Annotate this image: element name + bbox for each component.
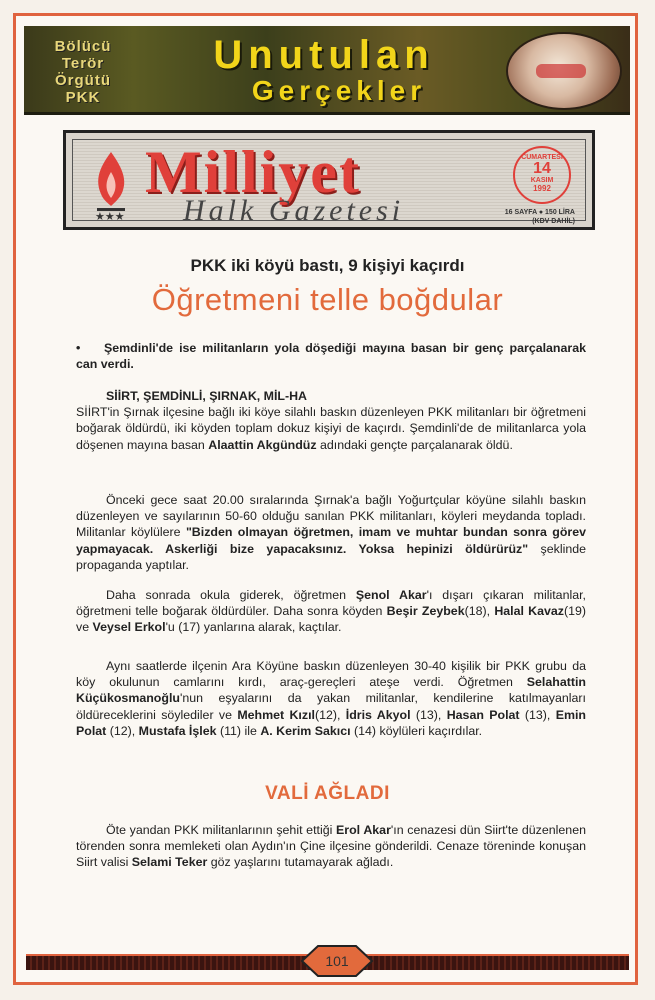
page-number-badge	[300, 944, 374, 978]
banner-side-line: Bölücü	[54, 38, 112, 55]
p2-text: Önceki gece saat 20.00 sıralarında Şırnak'a bağlı Yoğurtçular köyüne silahlı baskın düzenleyen ve sayılarının 50-60 olduğu sanılan PKK militanları, köyleri meydanda topladı. Militanlar köylülere	[76, 493, 586, 540]
paragraph-5	[76, 822, 586, 871]
p4-text: (13),	[410, 707, 447, 722]
banner-side-line: PKK	[65, 89, 101, 106]
price-vat: (KDV DAHİL)	[532, 218, 575, 225]
p3-name: Beşir Zeybek	[386, 604, 465, 619]
paragraph-3	[76, 587, 586, 636]
flame-logo-icon	[91, 150, 131, 214]
price-line: 16 SAYFA ● 150 LİRA	[504, 209, 575, 216]
newspaper-masthead	[63, 130, 595, 230]
p4-text: (11) ile	[216, 723, 261, 738]
masthead-stars: ★★★	[95, 211, 125, 223]
p3-text: (19) ve	[76, 604, 587, 635]
banner-title: Unutulan	[213, 33, 435, 77]
p3-text: (18),	[464, 604, 495, 619]
p4-text: (12),	[314, 707, 346, 722]
p1-name: Alaattin Akgündüz	[208, 437, 317, 452]
p1-text: SİİRT'in Şırnak ilçesine bağlı iki köye silahlı baskın düzenleyen PKK militanları bir öğretmeni boğarak öldürdü, iki köyden toplam dokuz kişiyi de kaçırdı. Şemdinli'de de militanlarca yola döşenen mayına basan	[76, 405, 586, 452]
p4-text: Aynı saatlerde ilçenin Ara Köyüne baskın düzenleyen 30-40 kişilik bir PKK grubu da köy okulunun camlarını kırdı, araç-gereçleri ateşe verdi. Öğretmen	[76, 659, 586, 690]
paragraph-4	[76, 658, 586, 739]
bullet-text: Şemdinli'de ise militanların yola döşediği mayına basan bir genç parçalanarak can verdi.	[76, 341, 586, 372]
p4-text: 'nun eşyalarını da yakan militanlar, kendilerine katılmayanları öldüreceklerini söylediler ve	[76, 691, 586, 722]
p4-name: Hasan Polat	[446, 707, 520, 722]
p2-quote: "Bizden olmayan öğretmen, imam ve muhtar bundan sonra görev yapmayacak. Askerliği bize yapacaksınız. Yoksa hepinizi öldürürüz"	[76, 525, 587, 556]
banner-subtitle: Gerçekler	[251, 75, 427, 106]
masthead-inner	[72, 139, 586, 227]
paragraph-2	[76, 492, 586, 573]
article-headline: Öğretmeni telle boğdular	[151, 282, 504, 317]
p1-text: adındaki gençte parçalanarak öldü.	[316, 437, 513, 452]
article-kicker: PKK iki köyü bastı, 9 kişiyi kaçırdı	[190, 256, 465, 275]
p4-name: Emin Polat	[76, 707, 586, 738]
p5-text: göz yaşlarını tutamayarak ağladı.	[207, 855, 394, 870]
p4-name: A. Kerim Sakıcı	[260, 723, 351, 738]
dateline: SİİRT, ŞEMDİNLİ, ŞIRNAK, MİL-HA	[106, 389, 308, 403]
p4-text: (12),	[106, 723, 139, 738]
page-number: 101	[325, 953, 349, 969]
banner-side-line: Örgütü	[55, 72, 111, 89]
p4-name: Mehmet Kızıl	[237, 707, 315, 722]
p4-name: İdris Akyol	[345, 707, 411, 722]
date-day: 14	[533, 160, 551, 177]
price-info	[503, 208, 575, 226]
p4-name: Mustafa İşlek	[138, 723, 217, 738]
p3-text: 'u (17) yanlarına alarak, kaçtılar.	[165, 620, 342, 635]
banner-side-text	[38, 38, 128, 106]
section-heading: VALİ AĞLADI	[265, 783, 390, 804]
p5-text: 'ın cenazesi dün Siirt'te düzenlenen törenden sonra memleketi olan Aydın'ın Çine ilçesine gönderildi. Cenaze töreninde konuşan Siirt valisi	[76, 823, 586, 870]
p3-text: Daha sonrada okula giderek, öğretmen	[106, 588, 356, 602]
banner-side-line: Terör	[61, 55, 105, 72]
date-seal	[513, 146, 571, 204]
p3-name: Veysel Erkol	[92, 620, 166, 635]
p4-text: (14) köylüleri kaçırdılar.	[350, 723, 483, 738]
bullet-mark: •	[76, 341, 81, 355]
p5-name: Erol Akar	[336, 823, 391, 837]
date-year: 1992	[533, 184, 551, 193]
p5-text: Öte yandan PKK militanlarının şehit ettiği	[106, 823, 337, 837]
p3-text: 'ı dışarı çıkaran militanlar, öğretmeni telle boğarak öldürdüler. Daha sonra köyden	[76, 588, 586, 619]
masthead-subtitle: Halk Gazetesi	[183, 194, 405, 227]
p2-text: şeklinde propaganda yaptılar.	[76, 541, 587, 572]
banner-photo	[506, 32, 622, 110]
p3-name: Şenol Akar	[355, 588, 427, 602]
masthead-name: Milliyet	[145, 139, 361, 205]
series-banner	[24, 26, 630, 115]
p3-name: Halal Kavaz	[494, 604, 564, 619]
p5-name: Selami Teker	[131, 855, 208, 870]
p4-name: Selahattin Küçükosmanoğlu	[76, 675, 586, 706]
date-weekday: CUMARTESİ	[521, 154, 563, 161]
article-bullet	[76, 340, 586, 372]
p4-text: (13),	[519, 707, 556, 722]
date-month: KASIM	[530, 177, 554, 184]
paragraph-1	[76, 388, 586, 453]
